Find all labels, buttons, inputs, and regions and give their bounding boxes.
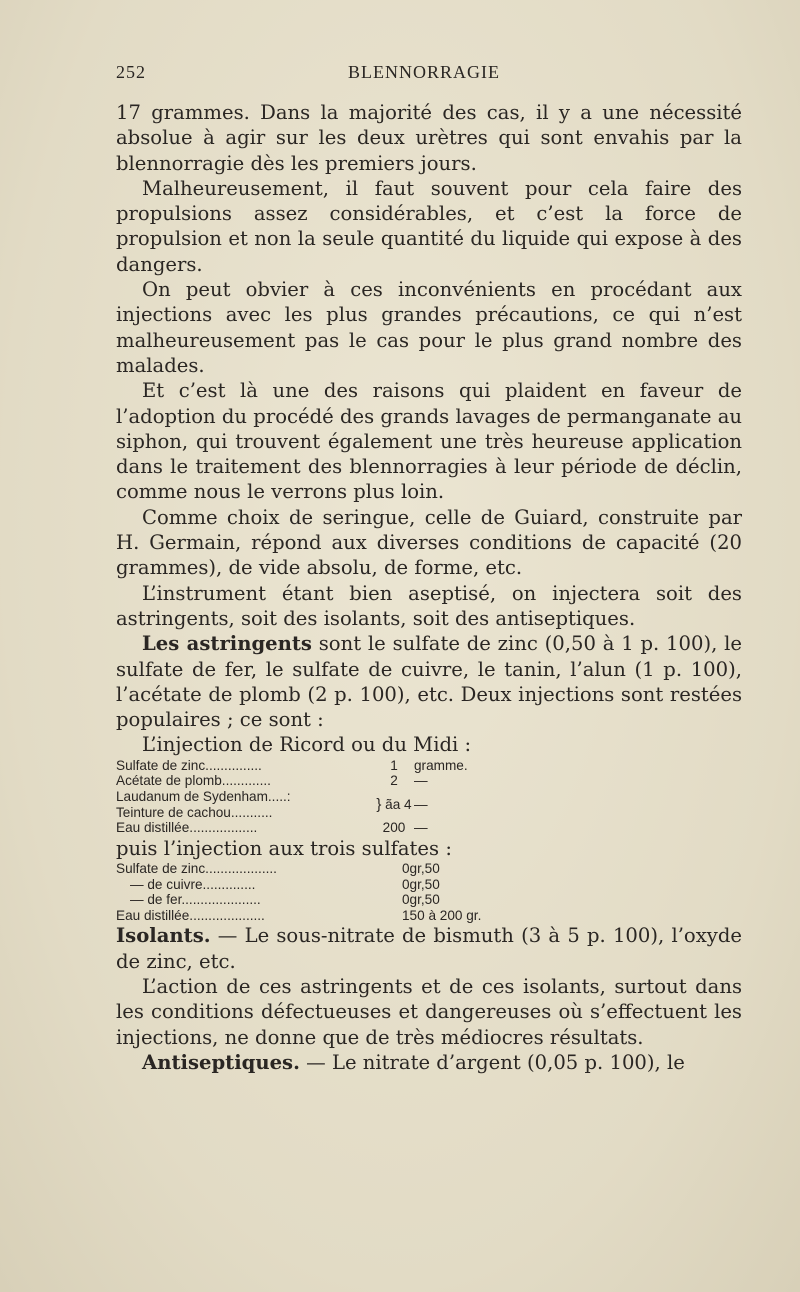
ingredient: Sulfate de zinc............... bbox=[116, 757, 262, 773]
quantity: 0gr,50 bbox=[402, 892, 440, 908]
paragraph-1: 17 grammes. Dans la majorité des cas, il y a une nécessité absolue à agir sur les deux urètres qui sont envahis par la blennorragie dès les premiers jours. bbox=[116, 101, 742, 175]
term-astringents: Les astringents bbox=[142, 632, 312, 656]
term-isolants: Isolants. bbox=[116, 924, 211, 948]
recipe-row bbox=[116, 908, 481, 924]
recipe-row bbox=[116, 820, 468, 836]
running-title: BLENNORRAGIE bbox=[348, 62, 500, 82]
paragraph-sulfates-intro: puis l’injection aux trois sulfates : bbox=[116, 836, 452, 860]
paragraph-astringents bbox=[116, 631, 742, 732]
brace-unit: — bbox=[414, 796, 428, 812]
ingredient: — de cuivre.............. bbox=[130, 876, 256, 892]
ingredient: Laudanum de Sydenham.....: bbox=[116, 788, 291, 804]
term-antiseptiques: Antiseptiques. bbox=[142, 1050, 300, 1074]
page-body bbox=[116, 100, 742, 1075]
paragraph-isolants bbox=[116, 923, 742, 974]
quantity: 150 à 200 gr. bbox=[402, 907, 482, 923]
recipe-row bbox=[116, 789, 468, 805]
paragraph-6: L’instrument étant bien aseptisé, on injectera soit des astringents, soit des isolants, soit des antiseptiques. bbox=[116, 581, 742, 630]
paragraph-action: L’action de ces astringents et de ces isolants, surtout dans les conditions défectueuses et dangereuses où s’effectuent les injections, ne donne que de très médiocres résultats. bbox=[116, 974, 742, 1049]
ingredient: Sulfate de zinc................... bbox=[116, 860, 277, 876]
page-header bbox=[116, 62, 636, 88]
paragraph-ricord-intro: L’injection de Ricord ou du Midi : bbox=[142, 733, 472, 757]
paragraph-4: Et c’est là une des raisons qui plaident en faveur de l’adoption du procédé des grands lavages de permanganate au siphon, qui trouvent également une très heureuse application dans le traitement des blennorragies à leur période de déclin, comme nous le verrons plus loin. bbox=[116, 379, 742, 504]
recipe-three-sulfates bbox=[116, 861, 481, 923]
ingredient: Acétate de plomb............. bbox=[116, 773, 271, 789]
page-number: 252 bbox=[116, 62, 146, 82]
unit: — bbox=[414, 773, 428, 789]
paragraph-5: Comme choix de seringue, celle de Guiard, construite par H. Germain, répond aux diverses conditions de capacité (20 grammes), de vide absolu, de forme, etc. bbox=[116, 505, 742, 580]
unit: — bbox=[414, 820, 428, 836]
astringents-text: sont le sulfate de zinc (0,50 à 1 p. 100), le sulfate de fer, le sulfate de cuivre, le tanin, l’alun (1 p. 100), l’acétate de plomb (2 p. 100), etc. Deux injections sont restées populaires ; ce sont : bbox=[116, 632, 742, 732]
antiseptiques-text: — Le nitrate d’argent (0,05 p. 100), le bbox=[299, 1050, 685, 1074]
quantity: 200 bbox=[382, 820, 406, 836]
quantity: 2 bbox=[390, 773, 398, 789]
brace-glyph: } bbox=[376, 795, 382, 813]
ingredient: — de fer..................... bbox=[130, 892, 261, 908]
isolants-text: — Le sous-nitrate de bismuth (3 à 5 p. 100), l’oxyde de zinc, etc. bbox=[116, 924, 742, 973]
ingredient: Teinture de cachou........... bbox=[116, 804, 273, 820]
recipe-row bbox=[116, 758, 468, 774]
quantity: 1 bbox=[390, 757, 398, 773]
ingredient: Eau distillée.................... bbox=[116, 907, 265, 923]
recipe-row bbox=[116, 861, 481, 877]
recipe-row bbox=[116, 877, 481, 893]
recipe-row bbox=[116, 892, 481, 908]
recipe-ricord bbox=[116, 758, 468, 836]
ingredient: Eau distillée.................. bbox=[116, 820, 258, 836]
paragraph-2: Malheureusement, il faut souvent pour cela faire des propulsions assez considérables, et c’est la force de propulsion et non la seule quantité du liquide qui expose à des dangers. bbox=[116, 176, 742, 276]
quantity: 0gr,50 bbox=[402, 876, 440, 892]
unit: gramme. bbox=[414, 757, 468, 773]
paragraph-3: On peut obvier à ces inconvénients en procédant aux injections avec les plus grandes précautions, ce qui n’est malheureusement pas le cas pour le plus grand nombre des malades. bbox=[116, 278, 742, 377]
recipe-row bbox=[116, 773, 468, 789]
paragraph-antiseptiques bbox=[116, 1050, 742, 1075]
quantity: 0gr,50 bbox=[402, 860, 440, 876]
brace-quantity bbox=[374, 789, 414, 820]
brace-qty-text: ãa 4 bbox=[385, 796, 412, 812]
